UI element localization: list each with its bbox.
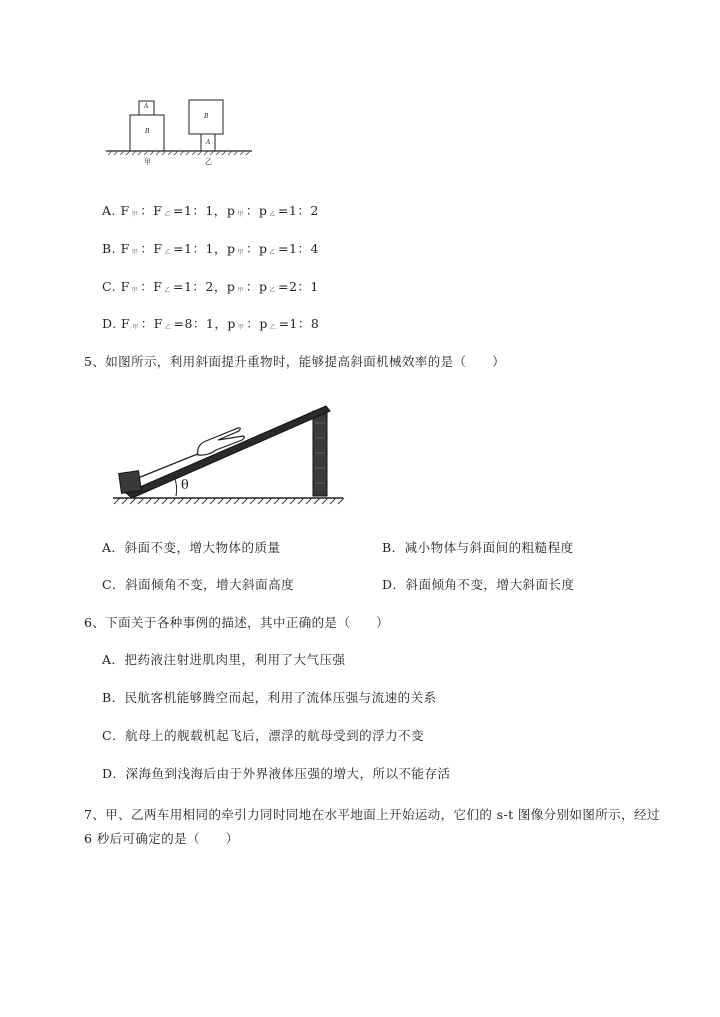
- q5-option-d[interactable]: D．斜面倾角不变，增大斜面长度: [382, 577, 575, 592]
- q4-option-a[interactable]: A. F $_甲$ ：F $_乙$ =1：1，p $_甲$ ：p $_乙$ =1：2: [102, 203, 319, 218]
- q5-stem: 5、如图所示，利用斜面提升重物时，能够提高斜面机械效率的是（ ）: [84, 354, 506, 369]
- q4-option-d[interactable]: D. F $_甲$ ：F $_乙$ =8：1，p $_甲$ ：p $_乙$ =1：8: [102, 316, 320, 331]
- q5-option-c[interactable]: C．斜面倾角不变，增大斜面高度: [102, 577, 295, 592]
- q4-option-b[interactable]: B. F $_甲$ ：F $_乙$ =1：1，p $_甲$ ：p $_乙$ =1：4: [102, 241, 319, 256]
- label-jia: 甲: [144, 158, 151, 166]
- block-label-a-right: A: [206, 139, 211, 146]
- q6-stem: 6、下面关于各种事例的描述，其中正确的是（ ）: [84, 615, 390, 630]
- q6-option-d[interactable]: D．深海鱼到浅海后由于外界液体压强的增大，所以不能存活: [102, 766, 451, 781]
- q5-option-b[interactable]: B．减小物体与斜面间的粗糙程度: [382, 540, 574, 555]
- incline-diagram: [108, 398, 346, 506]
- q7-stem-line1: 7、甲、乙两车用相同的牵引力同时同地在水平地面上开始运动，它们的 s-t 图像分别如图所示，经过: [84, 807, 660, 822]
- incline-figure: [108, 398, 346, 506]
- q4-option-c[interactable]: C. F $_甲$ ：F $_乙$ =1：2，p $_甲$ ：p $_乙$ =2：1: [102, 279, 319, 294]
- q6-option-a[interactable]: A．把药液注射进肌肉里，利用了大气压强: [102, 652, 346, 667]
- q6-option-c[interactable]: C．航母上的舰载机起飞后，漂浮的航母受到的浮力不变: [102, 728, 425, 743]
- q7-stem-line2: 6 秒后可确定的是（ ）: [84, 831, 239, 846]
- label-yi: 乙: [205, 158, 212, 166]
- angle-theta-label: θ: [181, 478, 189, 493]
- block-label-b-left: B: [145, 128, 150, 135]
- block-label-a-left: A: [144, 103, 149, 110]
- q5-option-a[interactable]: A．斜面不变，增大物体的质量: [102, 540, 281, 555]
- block-label-b-right: B: [204, 113, 209, 120]
- q6-option-b[interactable]: B．民航客机能够腾空而起，利用了流体压强与流速的关系: [102, 690, 437, 705]
- blocks-diagram: [104, 96, 254, 166]
- blocks-figure: [104, 96, 254, 166]
